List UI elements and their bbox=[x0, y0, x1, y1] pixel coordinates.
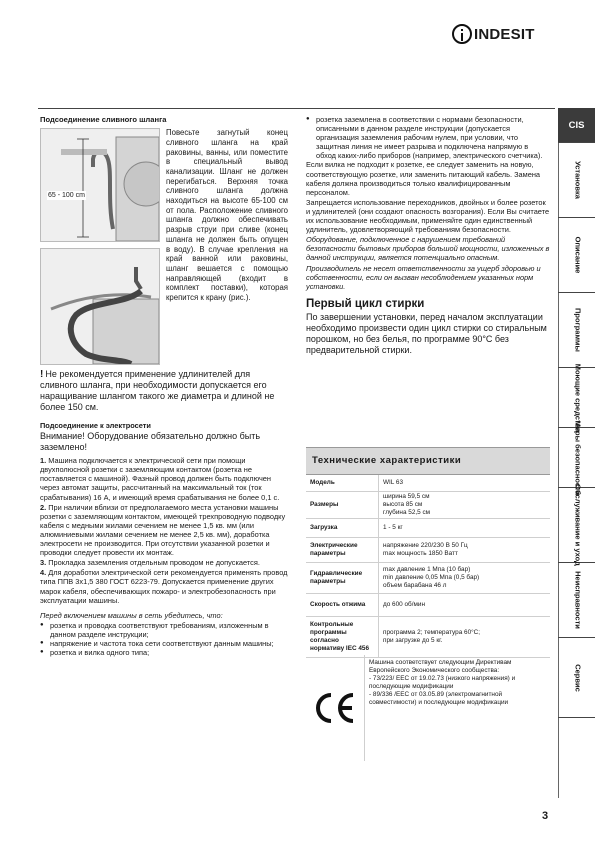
tech-row bbox=[306, 519, 550, 538]
liability-paragraph: Производитель не несет ответственности за ущерб здоровью и собственности, если он вызван несоблюдением указанных норм установки. bbox=[306, 263, 541, 291]
tab-section-5[interactable] bbox=[558, 420, 595, 495]
drain-hose-illustration bbox=[41, 249, 159, 364]
elec-title: Подсоединение к электросети bbox=[40, 421, 151, 431]
first-wash-title: Первый цикл стирки bbox=[306, 297, 425, 310]
tech-key: Загрузка bbox=[310, 524, 338, 531]
elec-item-text: Прокладка заземления отдельным проводом не допускается. bbox=[48, 558, 260, 568]
danger-paragraph: Оборудование, подключенное с нарушением требований безопасности бытовых приборов большой мощности, изложенных в данной инструкции, является потенциально опасным. bbox=[306, 235, 550, 263]
before-bullets bbox=[40, 621, 288, 657]
tab-section-6[interactable] bbox=[558, 484, 595, 566]
tab-label: Программы bbox=[572, 308, 582, 352]
drain-figures bbox=[40, 128, 160, 365]
tech-key: Контрольные программы согласно нормативу IEC 456 bbox=[310, 621, 370, 652]
tech-value: программа 2; температура 60°С; при загрузке до 5 кг. bbox=[378, 617, 550, 657]
tab-label: Меры безопасности bbox=[572, 420, 582, 495]
ce-row bbox=[306, 658, 550, 758]
elec-item-number: 1. bbox=[40, 456, 47, 466]
before-title: Перед включением машины в сеть убедитесь, что: bbox=[40, 610, 223, 620]
tech-key: Электрические параметры bbox=[310, 542, 358, 557]
tech-value: до 600 об/мин bbox=[378, 594, 550, 616]
elec-item-number: 3. bbox=[40, 558, 47, 568]
height-label: 65 - 100 cm bbox=[48, 192, 85, 200]
right-column bbox=[306, 115, 550, 357]
drain-text: Повесьте загнутый конец сливного шланга на край раковины, ванны, или поместите в специальный вывод канализации. Шланг не должен перегибаться. Верхняя точка сливного шланга должна находиться на высоте 65-100 см от пола. Расположение сливного шланга должно обеспечивать разрыв струи при сливе (конец шланга не должен быть опущен в воду). В случае крепления на край ванной или раковины, шланг вешается с помощью направляющей (входит в комплект поставки), которая крепится к крану (рис.). bbox=[166, 128, 288, 303]
tab-label: Неисправности bbox=[572, 571, 582, 629]
tech-specs-title: Технические характеристики bbox=[306, 447, 550, 475]
tab-label: Моющие средства bbox=[572, 363, 582, 432]
drain-height-figure bbox=[40, 128, 160, 242]
ground-bullet-item: ● розетка заземлена в соответствии с нормами безопасности, описанными в данном разделе инструкции (допускается организация заземления рабочим нулем, при условии, что защитная линия не имеет разрыва и подключена напрямую в обход каких-либо приборов (например, электрического счетчика). bbox=[306, 115, 550, 160]
elec-item-number: 2. bbox=[40, 502, 47, 512]
tech-value: WIL 63 bbox=[378, 475, 550, 491]
check-bullet: ● напряжение и частота тока сети соответствуют данным машины; bbox=[40, 639, 288, 648]
hose-warning bbox=[40, 369, 288, 413]
drain-title: Подсоединение сливного шланга bbox=[40, 115, 167, 124]
page-number: 3 bbox=[542, 810, 549, 822]
tab-section-3[interactable] bbox=[558, 293, 595, 368]
tech-value: 1 - 5 кг bbox=[378, 519, 550, 537]
ce-mark-icon bbox=[313, 691, 357, 725]
warning-text: Не рекомендуется применение удлинителей для сливного шланга, при необходимости допускается его наращивание шлангом такого же диаметра и длиной не более 150 см. bbox=[40, 369, 275, 413]
tab-section-7[interactable] bbox=[558, 563, 595, 638]
tab-label: Обслуживание и уход bbox=[572, 484, 582, 566]
tab-section-8[interactable] bbox=[558, 638, 595, 718]
drain-hose-figure bbox=[40, 248, 160, 365]
tech-specs-table bbox=[306, 447, 550, 758]
ground-warning: Внимание! Оборудование обязательно должно быть заземлено! bbox=[40, 431, 261, 453]
elec-item-text: При наличии вблизи от предполагаемого места установки машины розетки с заземляющим контактом, имеющей трехпроводную подводку кабеля с медными жилами сечением не менее 1,5 кв. мм (или алюминиевыми жилами сечением не менее 2,5 кв. мм), доработка электросети не производится. При отсутствии указанной розетки и проводки следует провести их монтаж. bbox=[40, 502, 286, 558]
plug-paragraph: Если вилка не подходит к розетке, ее следует заменить на новую, соответствующую розетке, или заменить питающий кабель. Замена кабеля должна производиться только квалифицированным персоналом. bbox=[306, 160, 541, 197]
brand-name: INDESIT bbox=[474, 25, 535, 43]
warning-icon: ! bbox=[40, 369, 44, 381]
elec-items bbox=[40, 456, 288, 605]
drain-section bbox=[40, 128, 288, 365]
elec-item bbox=[40, 456, 288, 501]
tab-cis[interactable]: CIS bbox=[558, 108, 595, 143]
tech-value: ширина 59,5 см высота 85 см глубина 52,5 см bbox=[378, 492, 550, 518]
indesit-logo-icon bbox=[452, 24, 472, 44]
drain-height-illustration bbox=[41, 129, 159, 241]
tech-value: max давление 1 Мпа (10 бар) min давление 0,05 Мпа (0,5 бар) объем барабана 46 л bbox=[378, 563, 550, 593]
elec-item bbox=[40, 558, 288, 567]
tab-section-4[interactable] bbox=[558, 363, 595, 432]
first-wash-text: По завершении установки, перед началом эксплуатации необходимо произвести один цикл стирки со стиральным порошком, но без белья, по программе 90°С без предварительной стирки. bbox=[306, 311, 547, 355]
tech-row bbox=[306, 538, 550, 563]
tab-section-1[interactable] bbox=[558, 143, 595, 218]
tech-key: Скорость отжима bbox=[310, 601, 366, 608]
tab-label: Установка bbox=[572, 161, 582, 199]
ce-mark-box bbox=[306, 691, 364, 725]
tech-row bbox=[306, 594, 550, 617]
elec-item-number: 4. bbox=[40, 568, 47, 578]
elec-item bbox=[40, 503, 288, 558]
tech-row bbox=[306, 563, 550, 594]
elec-item-text: Машина подключается к электрической сети при помощи двухполюсной розетки с заземляющим контактом (розетка не поставляется с машиной). Фазный провод должен быть подключен через автомат защиты, рассчитанный на максимальный ток (ток срабатывания) 16 А, и имеющий время срабатывания не более 0,1 с. bbox=[40, 456, 280, 502]
check-bullet: ● розетка и вилка одного типа; bbox=[40, 648, 288, 657]
brand-logo bbox=[452, 24, 535, 44]
top-rule bbox=[38, 108, 555, 109]
tab-label: Описание bbox=[572, 236, 582, 274]
ce-text: Машина соответствует следующим Директивам Европейского Экономического сообщества: - 73/223/ EEC от 19.02.73 (низкого напряжения) и последующие модификации - 89/336 /EEC от 03.05.89 (электромагнитной совместимости) и последующие модификации bbox=[364, 655, 550, 761]
section-tabs bbox=[558, 108, 595, 718]
tab-label: Сервис bbox=[572, 663, 582, 692]
elec-item-text: Для доработки электрической сети рекомендуется применять провод типа ППВ 3х1,5 380 ГОСТ 6223-79. Допускается применение других марок кабеля, обеспечивающих пожаро- и электробезопасность при эксплуатации машины. bbox=[40, 568, 288, 605]
elec-item bbox=[40, 568, 288, 604]
tech-row bbox=[306, 492, 550, 519]
tab-section-2[interactable] bbox=[558, 218, 595, 293]
ground-bullet bbox=[306, 115, 550, 160]
check-bullet: ● розетка и проводка соответствуют требованиям, изложенным в данном разделе инструкции; bbox=[40, 621, 288, 639]
tech-key: Размеры bbox=[310, 501, 339, 508]
tech-key: Модель bbox=[310, 479, 335, 486]
tech-rows bbox=[306, 475, 550, 658]
adapter-paragraph: Запрещается использование переходников, двойных и более розеток и удлинителей (они создают опасность возгорания). Если Вы считаете их использование необходимым, применяйте один единственный удлинитель, удовлетворяющий требованиям безопасности. bbox=[306, 197, 550, 235]
tech-row bbox=[306, 475, 550, 492]
left-column bbox=[40, 115, 288, 657]
tech-value: напряжение 220/230 В 50 Гц max мощность 1850 Ватт bbox=[378, 538, 550, 562]
tech-row bbox=[306, 617, 550, 658]
tech-key: Гидравлические параметры bbox=[310, 570, 363, 585]
